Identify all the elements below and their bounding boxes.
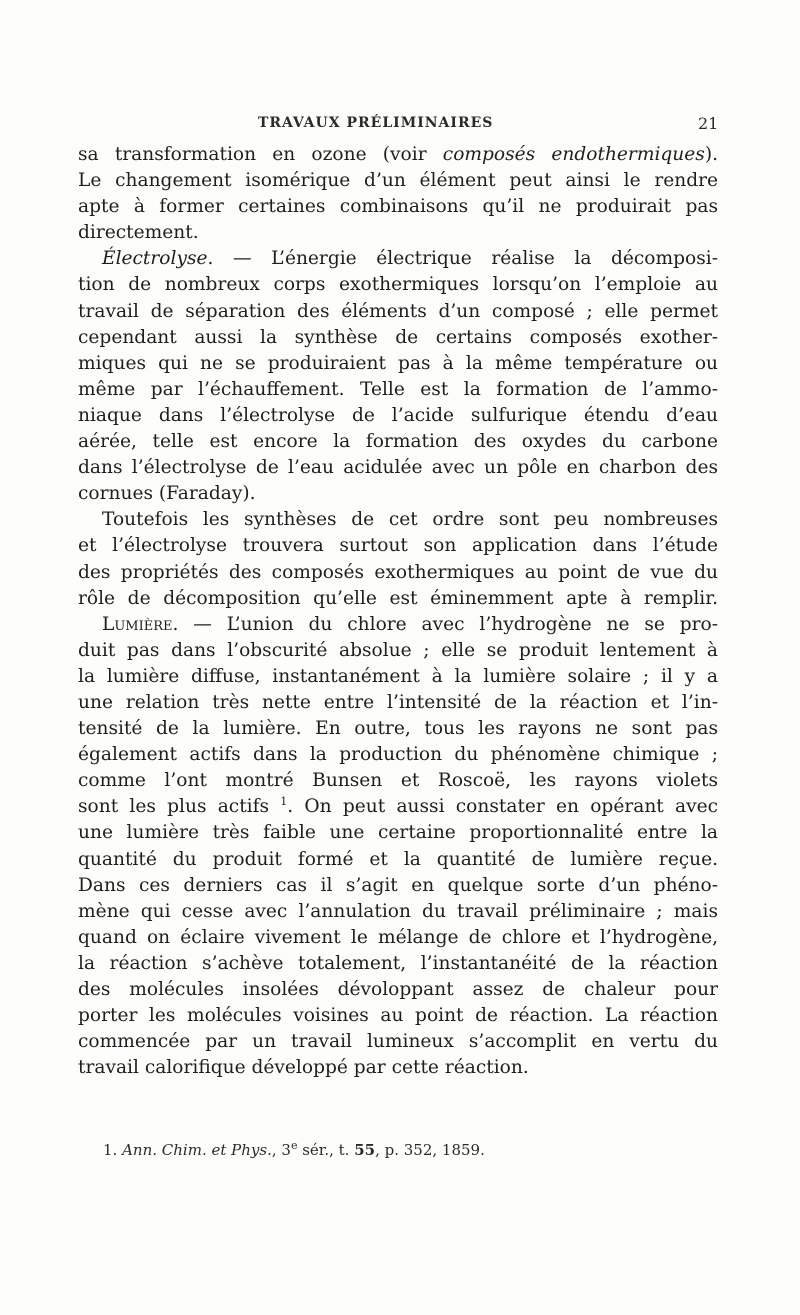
text-line: commencée par un travail lumineux s’accomplit en vertu du — [78, 1031, 718, 1053]
text-line: la réaction s’achève totalement, l’instantanéité de la réaction — [78, 952, 718, 974]
text-line: duit pas dans l’obscurité absolue ; elle se produit lentement à — [78, 639, 718, 661]
page-number: 21 — [698, 114, 719, 133]
text-line: cependant aussi la synthèse de certains composés exother- — [78, 326, 718, 348]
text-line: quantité du produit formé et la quantité de lumière reçue. — [78, 848, 718, 870]
footnote: 1. Ann. Chim. et Phys., 3e sér., t. 55, p. 352, 1859. — [103, 1139, 485, 1159]
text-line: sa transformation en ozone (voir composés endothermiques). — [78, 144, 718, 165]
text-line: et l’électrolyse trouvera surtout son application dans l’étude — [78, 535, 718, 557]
text-line: une lumière très faible une certaine proportionnalité entre la — [78, 822, 718, 844]
text-line: Dans ces derniers cas il s’agit en quelque sorte d’un phéno- — [78, 874, 718, 896]
text-line: une relation très nette entre l’intensité de la réaction et l’in- — [78, 691, 718, 713]
text-line: directement. — [78, 222, 199, 244]
text-line: niaque dans l’électrolyse de l’acide sulfurique étendu d’eau — [78, 404, 718, 426]
text-line: Le changement isomérique d’un élément peut ainsi le rendre — [78, 170, 718, 192]
section-lumiere-line: Lumière. — L’union du chlore avec l’hydrogène ne se pro- — [102, 613, 718, 635]
text-line: miques qui ne se produiraient pas à la même température ou — [78, 352, 718, 374]
text-line: porter les molécules voisines au point de réaction. La réaction — [78, 1005, 718, 1027]
footnote-number: 1. — [103, 1141, 118, 1159]
footnote-marker: 1 — [280, 795, 288, 809]
text-line: même par l’échauffement. Telle est la formation de l’ammo- — [78, 378, 718, 400]
footnote-journal: Ann. Chim. et Phys. — [122, 1141, 272, 1159]
text-line: travail calorifique développé par cette réaction. — [78, 1057, 529, 1079]
text-line: également actifs dans la production du phénomène chimique ; — [78, 744, 718, 766]
text-line: tensité de la lumière. En outre, tous les rayons ne sont pas — [78, 718, 718, 740]
text-line: sont les plus actifs $^1$. On peut aussi constater en opérant avec — [78, 795, 718, 818]
footnote-volume: 55 — [354, 1141, 376, 1159]
text-line: dans l’électrolyse de l’eau acidulée avec un pôle en charbon des — [78, 457, 718, 479]
text-line: quand on éclaire vivement le mélange de chlore et l’hydrogène, — [78, 926, 718, 948]
text-line: la lumière diffuse, instantanément à la lumière solaire ; il y a — [78, 665, 718, 687]
section-heading: Électrolyse — [102, 248, 208, 270]
text-line: des propriétés des composés exothermiques au point de vue du — [78, 561, 718, 583]
running-head: TRAVAUX PRÉLIMINAIRES — [258, 115, 494, 131]
text-line: Toutefois les synthèses de cet ordre sont peu nombreuses — [102, 509, 718, 531]
text-line: apte à former certaines combinaisons qu’il ne produirait pas — [78, 196, 718, 218]
text-line: tion de nombreux corps exothermiques lorsqu’on l’emploie au — [78, 274, 718, 296]
text-line: des molécules insolées dévoloppant assez de chaleur pour — [78, 979, 718, 1000]
section-electrolyse-line: Électrolyse. — L’énergie électrique réalise la décomposi- — [102, 248, 718, 270]
text-line: rôle de décomposition qu’elle est éminemment apte à remplir. — [78, 587, 718, 609]
text-line: mène qui cesse avec l’annulation du travail préliminaire ; mais — [78, 900, 718, 922]
section-heading: Lumière — [102, 613, 173, 635]
text-line: cornues (Faraday). — [78, 483, 256, 505]
text-line: comme l’ont montré Bunsen et Roscoë, les rayons violets — [78, 770, 718, 792]
text-line: aérée, telle est encore la formation des oxydes du carbone — [78, 431, 718, 453]
body-text — [78, 142, 718, 1081]
text-line: travail de séparation des éléments d’un composé ; elle permet — [78, 300, 718, 322]
